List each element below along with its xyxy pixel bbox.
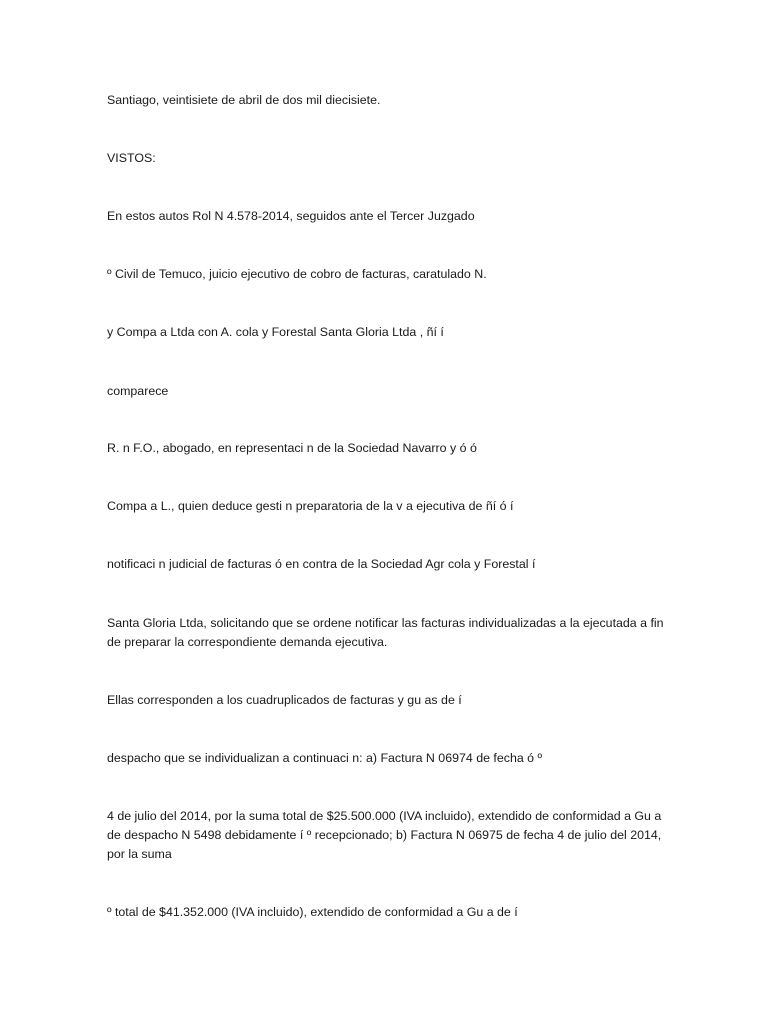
paragraph-4: º Civil de Temuco, juicio ejecutivo de cobro de facturas, caratulado N.: [107, 267, 487, 281]
paragraph-vistos: VISTOS:: [107, 151, 156, 165]
paragraph-12: despacho que se individualizan a continuaci n: a) Factura N 06974 de fecha ó º: [107, 751, 543, 765]
paragraph-5: y Compa a Ltda con A. cola y Forestal Santa Gloria Ltda , ñí í: [107, 325, 444, 339]
paragraph-7: R. n F.O., abogado, en representaci n de la Sociedad Navarro y ó ó: [107, 441, 477, 455]
paragraph-6: comparece: [107, 384, 169, 398]
paragraph-10: Santa Gloria Ltda, solicitando que se ordene notificar las facturas individualizadas a la ejecutada a fin de preparar la correspondiente demanda ejecutiva.: [107, 616, 664, 649]
paragraph-13: 4 de julio del 2014, por la suma total de $25.500.000 (IVA incluido), extendido de conformidad a Gu a de despacho N 5498 debidamente í º recepcionado; b) Factura N 06975 de fecha 4 de julio del 2014, por la suma: [107, 809, 662, 861]
paragraph-8: Compa a L., quien deduce gesti n preparatoria de la v a ejecutiva de ñí ó í: [107, 499, 514, 513]
paragraph-9: notificaci n judicial de facturas ó en contra de la Sociedad Agr cola y Forestal í: [107, 557, 536, 571]
paragraph-11: Ellas corresponden a los cuadruplicados de facturas y gu as de í: [107, 693, 462, 707]
paragraph-14: º total de $41.352.000 (IVA incluido), extendido de conformidad a Gu a de í: [107, 905, 518, 919]
paragraph-date: Santiago, veintisiete de abril de dos mil diecisiete.: [107, 93, 381, 107]
paragraph-3: En estos autos Rol N 4.578-2014, seguidos ante el Tercer Juzgado: [107, 209, 475, 223]
